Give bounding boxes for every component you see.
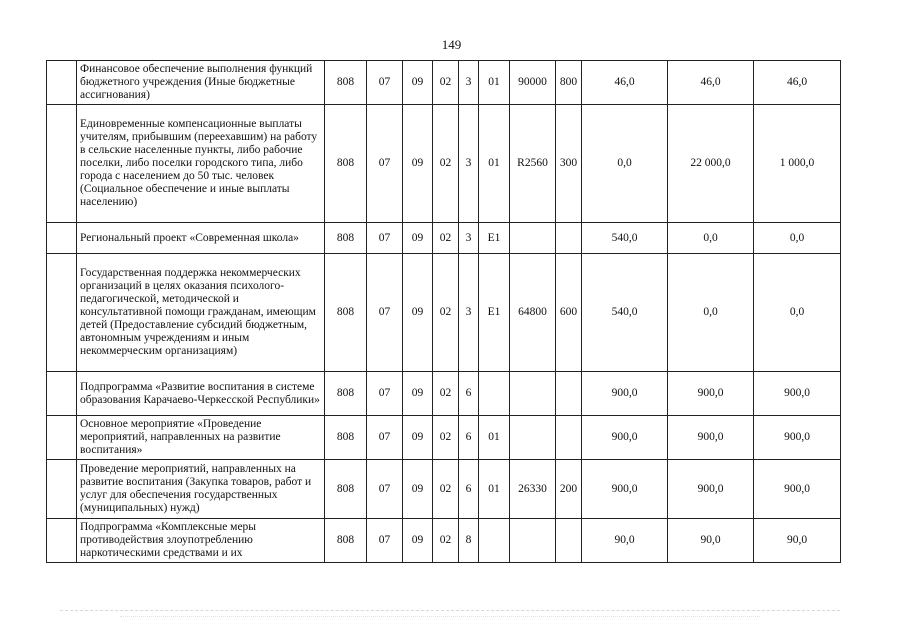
- cell-section-code: 07: [367, 519, 403, 563]
- table-row: [47, 105, 841, 223]
- cell-amount-year-3: 900,0: [754, 372, 841, 416]
- cell-number-empty: [47, 254, 77, 372]
- cell-program-code: 02: [433, 254, 459, 372]
- budget-table: [46, 60, 841, 563]
- cell-event-code: 01: [479, 416, 510, 460]
- cell-direction-code: [510, 416, 556, 460]
- table-row: [47, 61, 841, 105]
- cell-name: Подпрограмма «Комплексные меры противодействия злоупотреблению наркотическими средствами и их: [77, 519, 325, 563]
- cell-subsection-code: 09: [403, 223, 433, 254]
- cell-section-code: 07: [367, 61, 403, 105]
- cell-amount-year-2: 900,0: [668, 460, 754, 519]
- cell-name: Проведение мероприятий, направленных на развитие воспитания (Закупка товаров, работ и услуг для обеспечения государственных (муниципальных) нужд): [77, 460, 325, 519]
- table-row: [47, 416, 841, 460]
- cell-expense-type: [556, 372, 582, 416]
- cell-subprogram-code: 6: [459, 460, 479, 519]
- scan-artifact-line: [60, 610, 840, 611]
- cell-direction-code: [510, 223, 556, 254]
- cell-subprogram-code: 6: [459, 416, 479, 460]
- cell-section-code: 07: [367, 460, 403, 519]
- cell-amount-year-1: 900,0: [582, 460, 668, 519]
- cell-number-empty: [47, 460, 77, 519]
- cell-program-code: 02: [433, 61, 459, 105]
- cell-subprogram-code: 3: [459, 223, 479, 254]
- cell-direction-code: 26330: [510, 460, 556, 519]
- cell-subsection-code: 09: [403, 254, 433, 372]
- cell-amount-year-2: 900,0: [668, 372, 754, 416]
- cell-amount-year-3: 900,0: [754, 416, 841, 460]
- cell-subprogram-code: 3: [459, 105, 479, 223]
- cell-number-empty: [47, 61, 77, 105]
- cell-amount-year-1: 540,0: [582, 254, 668, 372]
- cell-amount-year-1: 540,0: [582, 223, 668, 254]
- cell-name: Региональный проект «Современная школа»: [77, 223, 325, 254]
- cell-event-code: E1: [479, 223, 510, 254]
- cell-ministry-code: 808: [325, 223, 367, 254]
- cell-subsection-code: 09: [403, 105, 433, 223]
- cell-amount-year-1: 46,0: [582, 61, 668, 105]
- cell-ministry-code: 808: [325, 372, 367, 416]
- cell-expense-type: [556, 223, 582, 254]
- cell-amount-year-1: 90,0: [582, 519, 668, 563]
- cell-event-code: 01: [479, 105, 510, 223]
- table-row: [47, 372, 841, 416]
- cell-number-empty: [47, 105, 77, 223]
- cell-program-code: 02: [433, 519, 459, 563]
- cell-program-code: 02: [433, 416, 459, 460]
- cell-direction-code: [510, 519, 556, 563]
- cell-expense-type: [556, 416, 582, 460]
- cell-event-code: 01: [479, 61, 510, 105]
- cell-amount-year-3: 0,0: [754, 223, 841, 254]
- cell-direction-code: R2560: [510, 105, 556, 223]
- table-row: [47, 223, 841, 254]
- cell-name: Единовременные компенсационные выплаты учителям, прибывшим (переехавшим) на работу в сельские населенные пункты, либо рабочие поселки, либо поселки городского типа, либо города с населением до 50 тыс. человек (Социальное обеспечение и иные выплаты населению): [77, 105, 325, 223]
- cell-expense-type: [556, 519, 582, 563]
- cell-expense-type: 800: [556, 61, 582, 105]
- cell-amount-year-3: 900,0: [754, 460, 841, 519]
- cell-subprogram-code: 6: [459, 372, 479, 416]
- cell-name: Основное мероприятие «Проведение мероприятий, направленных на развитие воспитания»: [77, 416, 325, 460]
- cell-program-code: 02: [433, 105, 459, 223]
- cell-program-code: 02: [433, 460, 459, 519]
- cell-amount-year-1: 900,0: [582, 416, 668, 460]
- cell-number-empty: [47, 416, 77, 460]
- cell-direction-code: 64800: [510, 254, 556, 372]
- cell-name: Финансовое обеспечение выполнения функций бюджетного учреждения (Иные бюджетные ассигнования): [77, 61, 325, 105]
- cell-name: Государственная поддержка некоммерческих организаций в целях оказания психолого-педагогической, методической и консультативной помощи гражданам, имеющим детей (Предоставление субсидий бюджетным, автономным учреждениям и иным некоммерческим организациям): [77, 254, 325, 372]
- cell-program-code: 02: [433, 223, 459, 254]
- cell-expense-type: 300: [556, 105, 582, 223]
- cell-amount-year-2: 22 000,0: [668, 105, 754, 223]
- cell-amount-year-1: 0,0: [582, 105, 668, 223]
- cell-direction-code: [510, 372, 556, 416]
- cell-amount-year-2: 900,0: [668, 416, 754, 460]
- cell-name: Подпрограмма «Развитие воспитания в системе образования Карачаево-Черкесской Республики»: [77, 372, 325, 416]
- cell-ministry-code: 808: [325, 416, 367, 460]
- page-number: 149: [441, 37, 462, 52]
- cell-amount-year-3: 1 000,0: [754, 105, 841, 223]
- table-row: [47, 519, 841, 563]
- cell-subsection-code: 09: [403, 519, 433, 563]
- cell-program-code: 02: [433, 372, 459, 416]
- cell-number-empty: [47, 372, 77, 416]
- cell-section-code: 07: [367, 105, 403, 223]
- cell-event-code: E1: [479, 254, 510, 372]
- cell-amount-year-2: 0,0: [668, 223, 754, 254]
- cell-subsection-code: 09: [403, 372, 433, 416]
- cell-amount-year-2: 90,0: [668, 519, 754, 563]
- scan-artifact-line: [120, 616, 760, 617]
- cell-ministry-code: 808: [325, 254, 367, 372]
- cell-number-empty: [47, 519, 77, 563]
- cell-expense-type: 200: [556, 460, 582, 519]
- cell-event-code: 01: [479, 460, 510, 519]
- cell-event-code: [479, 519, 510, 563]
- cell-number-empty: [47, 223, 77, 254]
- cell-ministry-code: 808: [325, 460, 367, 519]
- cell-subprogram-code: 8: [459, 519, 479, 563]
- cell-ministry-code: 808: [325, 519, 367, 563]
- cell-ministry-code: 808: [325, 105, 367, 223]
- cell-amount-year-2: 0,0: [668, 254, 754, 372]
- cell-amount-year-2: 46,0: [668, 61, 754, 105]
- cell-subsection-code: 09: [403, 460, 433, 519]
- cell-section-code: 07: [367, 223, 403, 254]
- table-row: [47, 460, 841, 519]
- cell-amount-year-3: 46,0: [754, 61, 841, 105]
- cell-amount-year-1: 900,0: [582, 372, 668, 416]
- cell-direction-code: 90000: [510, 61, 556, 105]
- cell-section-code: 07: [367, 372, 403, 416]
- cell-section-code: 07: [367, 254, 403, 372]
- cell-subprogram-code: 3: [459, 254, 479, 372]
- cell-amount-year-3: 90,0: [754, 519, 841, 563]
- cell-subsection-code: 09: [403, 416, 433, 460]
- cell-event-code: [479, 372, 510, 416]
- cell-expense-type: 600: [556, 254, 582, 372]
- cell-amount-year-3: 0,0: [754, 254, 841, 372]
- cell-subsection-code: 09: [403, 61, 433, 105]
- cell-subprogram-code: 3: [459, 61, 479, 105]
- cell-ministry-code: 808: [325, 61, 367, 105]
- cell-section-code: 07: [367, 416, 403, 460]
- table-row: [47, 254, 841, 372]
